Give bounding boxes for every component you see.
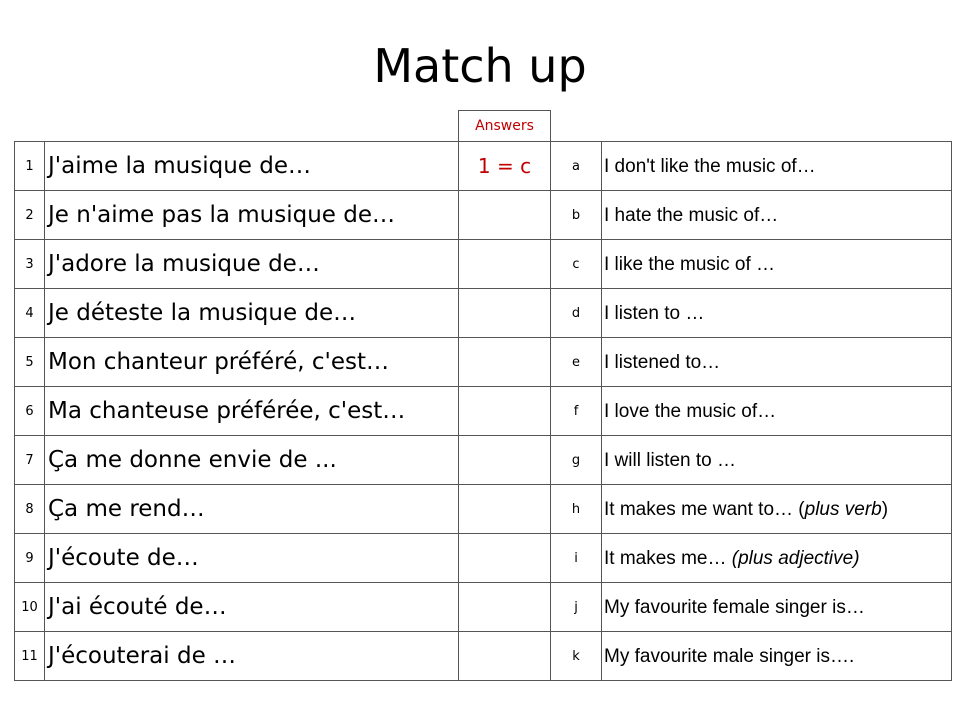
row-number: 5 xyxy=(15,338,45,387)
row-letter: c xyxy=(551,240,602,289)
english-text: I like the music of … xyxy=(604,253,776,275)
french-phrase: Ma chanteuse préférée, c'est… xyxy=(45,387,459,436)
french-phrase: J'adore la musique de… xyxy=(45,240,459,289)
row-number: 8 xyxy=(15,485,45,534)
english-italic-note: plus verb xyxy=(804,498,882,520)
english-text: I don't like the music of… xyxy=(604,155,816,177)
english-phrase xyxy=(602,338,952,387)
row-number: 11 xyxy=(15,632,45,681)
english-phrase xyxy=(602,632,952,681)
table-row xyxy=(15,338,952,387)
french-phrase: Je n'aime pas la musique de… xyxy=(45,191,459,240)
row-letter: j xyxy=(551,583,602,632)
answers-header: Answers xyxy=(459,111,551,142)
answer-cell[interactable] xyxy=(459,534,551,583)
french-phrase: J'ai écouté de… xyxy=(45,583,459,632)
row-number: 2 xyxy=(15,191,45,240)
match-up-table xyxy=(14,110,952,681)
answer-cell[interactable] xyxy=(459,387,551,436)
english-text: I listen to … xyxy=(604,302,705,324)
french-phrase: Je déteste la musique de… xyxy=(45,289,459,338)
english-text: I love the music of… xyxy=(604,400,777,422)
english-phrase xyxy=(602,240,952,289)
answer-cell[interactable] xyxy=(459,485,551,534)
english-text: I listened to… xyxy=(604,351,721,373)
page-title: Match up xyxy=(373,39,587,93)
english-phrase xyxy=(602,583,952,632)
table-row xyxy=(15,240,952,289)
answer-cell[interactable] xyxy=(459,240,551,289)
english-text-suffix: ) xyxy=(881,498,889,520)
table-row xyxy=(15,583,952,632)
row-letter: d xyxy=(551,289,602,338)
table-row xyxy=(15,191,952,240)
french-phrase: J'écouterai de … xyxy=(45,632,459,681)
row-letter: e xyxy=(551,338,602,387)
row-number: 1 xyxy=(15,142,45,191)
english-text: My favourite male singer is…. xyxy=(604,645,855,667)
row-number: 6 xyxy=(15,387,45,436)
table-row xyxy=(15,485,952,534)
answer-cell[interactable] xyxy=(459,289,551,338)
answer-cell[interactable] xyxy=(459,191,551,240)
english-phrase xyxy=(602,534,952,583)
english-text: My favourite female singer is… xyxy=(604,596,865,618)
table-row xyxy=(15,534,952,583)
english-text: I hate the music of… xyxy=(604,204,779,226)
answer-cell[interactable] xyxy=(459,583,551,632)
row-letter: a xyxy=(551,142,602,191)
answer-cell[interactable]: 1 = c xyxy=(459,142,551,191)
answer-cell[interactable] xyxy=(459,436,551,485)
french-phrase: Ça me rend… xyxy=(45,485,459,534)
english-italic-note: (plus adjective) xyxy=(731,547,860,569)
english-phrase xyxy=(602,387,952,436)
row-letter: g xyxy=(551,436,602,485)
row-letter: i xyxy=(551,534,602,583)
row-letter: f xyxy=(551,387,602,436)
english-phrase xyxy=(602,191,952,240)
french-phrase: J'aime la musique de… xyxy=(45,142,459,191)
row-letter: h xyxy=(551,485,602,534)
table-row xyxy=(15,142,952,191)
row-number: 10 xyxy=(15,583,45,632)
answer-cell[interactable] xyxy=(459,632,551,681)
row-letter: k xyxy=(551,632,602,681)
english-phrase xyxy=(602,485,952,534)
english-phrase xyxy=(602,142,952,191)
header-row xyxy=(15,111,952,142)
french-phrase: J'écoute de… xyxy=(45,534,459,583)
row-number: 3 xyxy=(15,240,45,289)
english-text: It makes me want to… ( xyxy=(604,498,805,520)
french-phrase: Mon chanteur préféré, c'est… xyxy=(45,338,459,387)
english-text: It makes me… xyxy=(604,547,732,569)
row-number: 9 xyxy=(15,534,45,583)
row-number: 7 xyxy=(15,436,45,485)
table-row xyxy=(15,632,952,681)
table-row xyxy=(15,387,952,436)
table-row xyxy=(15,289,952,338)
answer-cell[interactable] xyxy=(459,338,551,387)
english-phrase xyxy=(602,289,952,338)
row-number: 4 xyxy=(15,289,45,338)
english-phrase xyxy=(602,436,952,485)
table-row xyxy=(15,436,952,485)
row-letter: b xyxy=(551,191,602,240)
english-text: I will listen to … xyxy=(604,449,736,471)
french-phrase: Ça me donne envie de ... xyxy=(45,436,459,485)
